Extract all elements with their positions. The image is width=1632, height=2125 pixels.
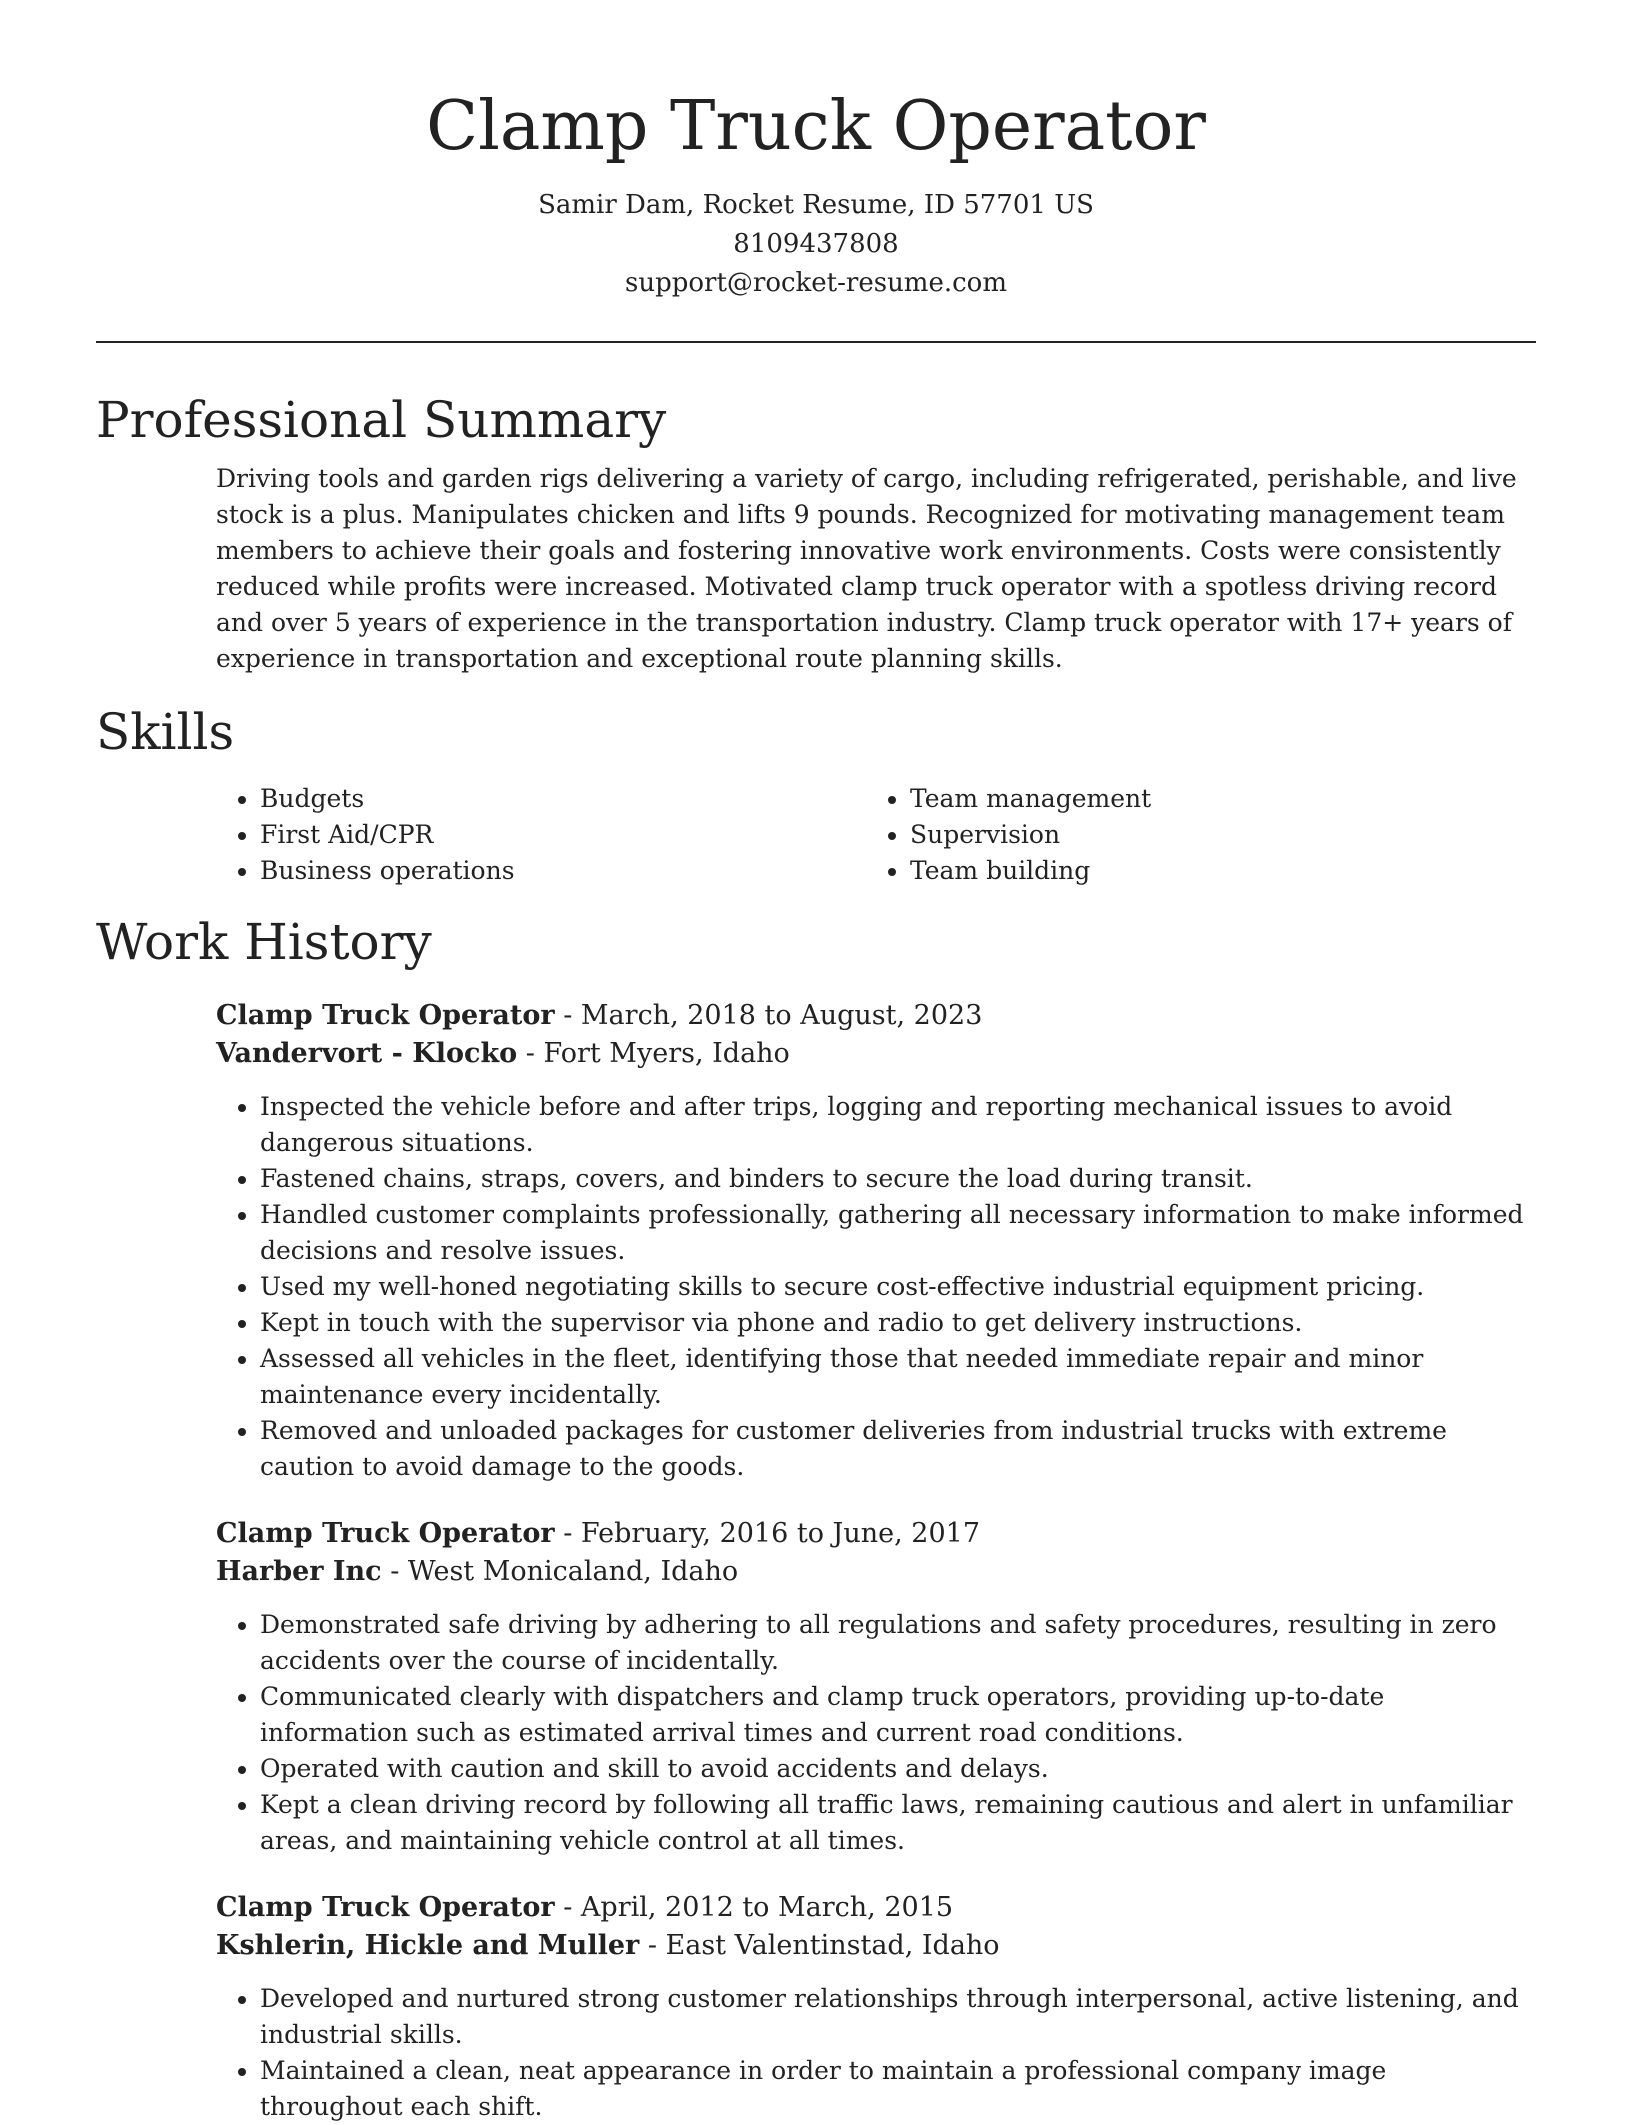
job-company: Kshlerin, Hickle and Muller (216, 1930, 640, 1961)
job-title-line (216, 1889, 1536, 1927)
job-bullet: • Operated with caution and skill to avoid accidents and delays. (260, 1751, 1536, 1787)
summary-text: Driving tools and garden rigs delivering a variety of cargo, including refrigerated, perishable, and live stock is a plus. Manipulates chicken and lifts 9 pounds. Recognized for motivating management team members to achieve their goals and fostering innovative work environments. Costs were consistently reduced while profits were increased. Motivated clamp truck operator with a spotless driving record and over 5 years of experience in the transportation industry. Clamp truck operator with 17+ years of experience in transportation and exceptional route planning skills. (216, 464, 1517, 673)
contact-address: Samir Dam, Rocket Resume, ID 57701 US (538, 190, 1094, 220)
job-entry (216, 1515, 1536, 1859)
job-company-line (216, 1035, 1536, 1073)
job-location: - West Monicaland, Idaho (381, 1556, 739, 1587)
summary-heading: Professional Summary (96, 391, 667, 449)
work-history-section (96, 909, 1536, 2125)
job-bullet: • Kept a clean driving record by following all traffic laws, remaining cautious and alert in unfamiliar areas, and maintaining vehicle control at all times. (260, 1787, 1536, 1859)
job-dates: - February, 2016 to June, 2017 (554, 1518, 981, 1549)
job-role: Clamp Truck Operator (216, 1518, 555, 1549)
job-location: - East Valentinstad, Idaho (639, 1930, 1000, 1961)
contact-phone: 8109437808 (733, 229, 899, 259)
job-dates: - April, 2012 to March, 2015 (554, 1892, 954, 1923)
job-company-line (216, 1553, 1536, 1591)
skills-section (96, 699, 1536, 889)
job-role: Clamp Truck Operator (216, 1892, 555, 1923)
job-entry (216, 997, 1536, 1485)
job-bullet: • Handled customer complaints professionally, gathering all necessary information to make informed decisions and resolve issues. (260, 1197, 1536, 1269)
job-company: Vandervort - Klocko (216, 1038, 518, 1069)
job-bullets (216, 1607, 1536, 1859)
job-bullet: • Used my well-honed negotiating skills to secure cost-effective industrial equipment pricing. (260, 1269, 1536, 1305)
job-bullet: • Communicated clearly with dispatchers and clamp truck operators, providing up-to-date information such as estimated arrival times and current road conditions. (260, 1679, 1536, 1751)
work-history-heading: Work History (96, 913, 432, 971)
skill-item: • Team building (910, 853, 1516, 889)
job-bullet: • Assessed all vehicles in the fleet, identifying those that needed immediate repair and minor maintenance every incidentally. (260, 1341, 1536, 1413)
job-role: Clamp Truck Operator (216, 1000, 555, 1031)
job-bullet: • Removed and unloaded packages for customer deliveries from industrial trucks with extreme caution to avoid damage to the goods. (260, 1413, 1536, 1485)
job-title-line (216, 1515, 1536, 1553)
job-bullet: • Maintained a clean, neat appearance in order to maintain a professional company image throughout each shift. (260, 2053, 1536, 2125)
skill-item: • First Aid/CPR (260, 817, 866, 853)
job-dates: - March, 2018 to August, 2023 (554, 1000, 983, 1031)
header-divider (96, 341, 1536, 343)
job-title-line (216, 997, 1536, 1035)
skills-columns (216, 781, 1536, 889)
contact-email: support@rocket-resume.com (624, 268, 1007, 298)
skills-heading: Skills (96, 703, 235, 761)
job-bullet: • Fastened chains, straps, covers, and binders to secure the load during transit. (260, 1161, 1536, 1197)
job-location: - Fort Myers, Idaho (517, 1038, 790, 1069)
resume-title: Clamp Truck Operator (426, 87, 1206, 166)
skills-list-right (866, 781, 1516, 889)
skill-item: • Team management (910, 781, 1516, 817)
summary-section (96, 387, 1536, 677)
job-bullets (216, 1089, 1536, 1485)
job-bullet: • Developed and nurtured strong customer relationships through interpersonal, active listening, and industrial skills. (260, 1981, 1536, 2053)
skills-list-left (216, 781, 866, 889)
job-bullets (216, 1981, 1536, 2125)
contact-block (96, 186, 1536, 303)
job-bullet: • Inspected the vehicle before and after trips, logging and reporting mechanical issues to avoid dangerous situations. (260, 1089, 1536, 1161)
resume-page (96, 0, 1536, 2125)
job-company: Harber Inc (216, 1556, 382, 1587)
skill-item: • Supervision (910, 817, 1516, 853)
skill-item: • Budgets (260, 781, 866, 817)
skill-item: • Business operations (260, 853, 866, 889)
job-bullet: • Demonstrated safe driving by adhering to all regulations and safety procedures, resulting in zero accidents over the course of incidentally. (260, 1607, 1536, 1679)
job-bullet: • Kept in touch with the supervisor via phone and radio to get delivery instructions. (260, 1305, 1536, 1341)
job-entry (216, 1889, 1536, 2125)
job-company-line (216, 1927, 1536, 1965)
